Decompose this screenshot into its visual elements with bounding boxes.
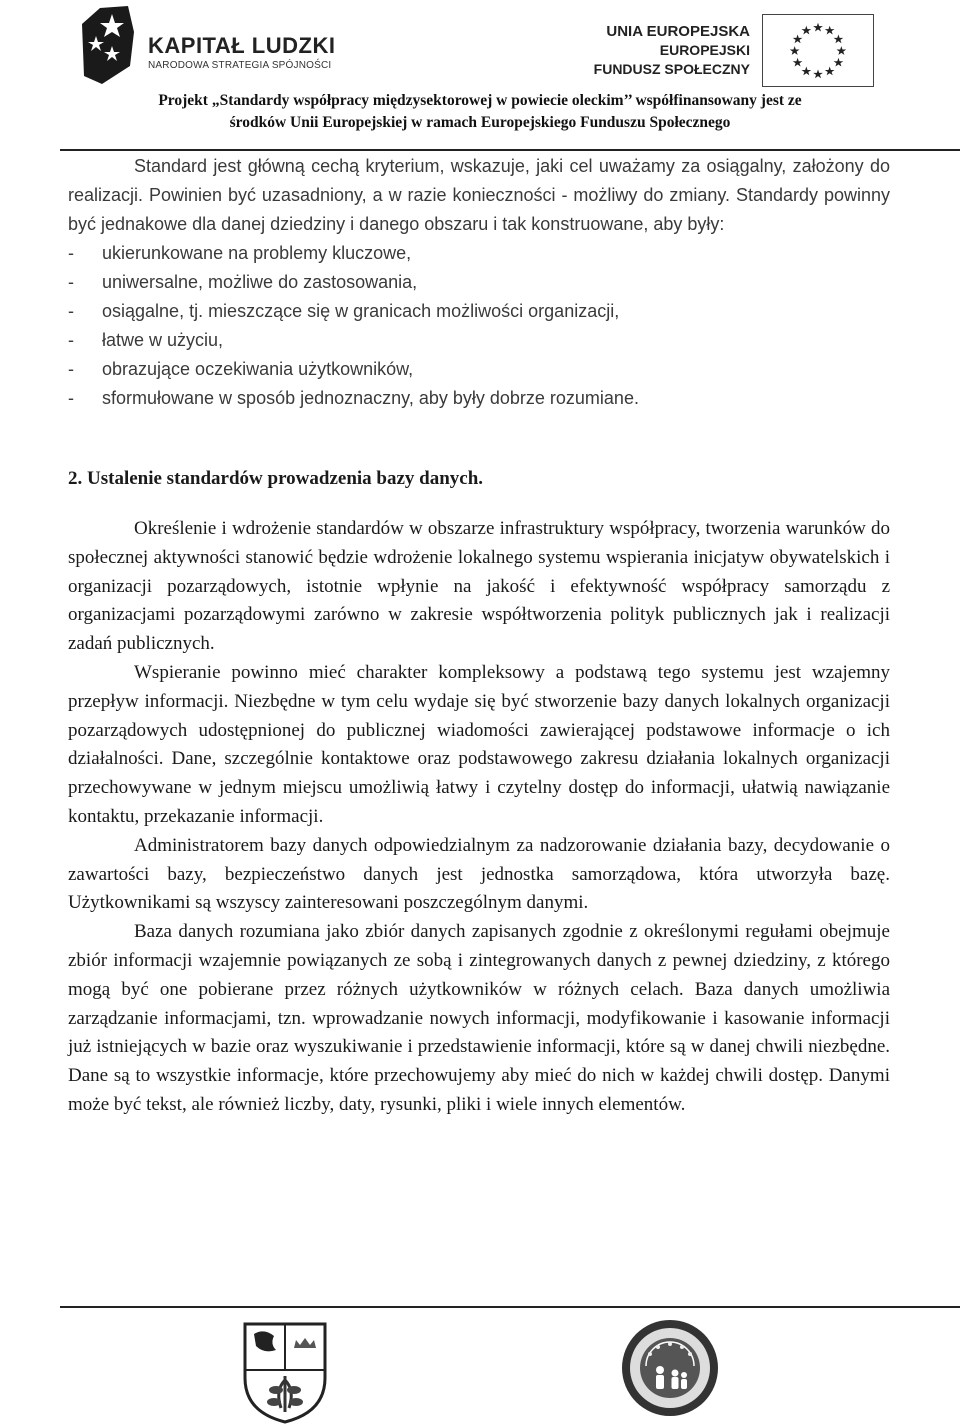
eu-fund-logo-text — [585, 22, 750, 79]
list-item: - łatwe w użyciu, — [68, 330, 224, 350]
eu-line-1: UNIA EUROPEJSKA — [606, 23, 750, 40]
project-header — [60, 90, 900, 134]
eu-line-2: EUROPEJSKI — [659, 42, 750, 58]
kapital-ludzki-star-icon — [82, 6, 134, 84]
eu-line-3: FUNDUSZ SPOŁECZNY — [593, 61, 750, 77]
project-line-1: Projekt „Standardy współpracy międzysektorowej w powiecie oleckim’’ współfinansowany jest ze — [158, 92, 802, 109]
organization-seal-icon — [620, 1318, 720, 1418]
document-body — [68, 515, 890, 1120]
list-item: - uniwersalne, możliwe do zastosowania, — [68, 272, 418, 292]
eu-flag-icon — [762, 14, 874, 87]
body-paragraph: Administratorem bazy danych odpowiedzialnym za nadzorowanie działania bazy, decydowanie o zawartości bazy, bezpieczeństwo danych jest jednostka samorządowa, która utworzyła bazę. Użytkownikami są wszyscy zainteresowani poszczególnym danymi. — [68, 834, 890, 914]
list-item: - osiągalne, tj. mieszczące się w granicach możliwości organizacji, — [68, 301, 620, 321]
kapital-ludzki-title: KAPITAŁ LUDZKI — [148, 33, 336, 58]
list-item: - sformułowane w sposób jednoznaczny, aby były dobrze rozumiane. — [68, 388, 639, 408]
header-divider — [60, 149, 960, 151]
body-paragraph: Baza danych rozumiana jako zbiór danych zapisanych zgodnie z określonymi regułami obejmuje zbiór informacji wzajemnie powiązanych ze sobą i zintegrowanych danych z pewnej dziedziny, z którego mogą być one pobierane przez różnych użytkowników w różnych celach. Baza danych umożliwia zarządzanie informacjami, tzn. wprowadzanie nowych informacji, modyfikowanie i kasowanie informacji już istniejących w bazie oraz wyszukiwanie i przedstawienie informacji, które są w danej chwili niezbędne. Dane są to wszystkie informacje, które przechowujemy aby mieć do nich w każdej chwili dostęp. Danymi może być tekst, ale również liczby, daty, rysunki, pliki i wiele innych elementów. — [68, 921, 890, 1115]
list-item: - ukierunkowane na problemy kluczowe, — [68, 243, 412, 263]
standard-intro: Standard jest główną cechą kryterium, wskazuje, jaki cel uważamy za osiągalny, założony do realizacji. Powinien być uzasadniony, a w razie konieczności - możliwy do zmiany. Standardy powinny być jednakowe dla danej dziedziny i danego obszaru i tak konstruowane, aby były: — [68, 156, 890, 234]
standard-criteria-list — [68, 239, 890, 413]
list-item: - obrazujące oczekiwania użytkowników, — [68, 359, 414, 379]
kapital-ludzki-logo — [82, 6, 352, 86]
body-paragraph: Określenie i wdrożenie standardów w obszarze infrastruktury współpracy, tworzenia warunków do społecznej aktywności stanowić będzie wdrożenie lokalnego systemu wspierania inicjatyw obywatelskich i organizacji pozarządowych, istotnie wpłynie na jakość i efektywność współpracy samorządu z organizacjami pozarządowymi zarówno w zakresie współtworzenia polityk publicznych jak i realizacji zadań publicznych. — [68, 518, 890, 655]
footer-divider — [60, 1306, 960, 1308]
county-crest-icon — [240, 1320, 330, 1424]
project-line-2: środków Unii Europejskiej w ramach Europejskiego Funduszu Społecznego — [229, 114, 731, 131]
standard-definition — [68, 152, 890, 413]
section-heading: 2. Ustalenie standardów prowadzenia bazy danych. — [68, 468, 484, 489]
kapital-ludzki-subtitle: NARODOWA STRATEGIA SPÓJNOŚCI — [148, 60, 332, 71]
body-paragraph: Wspieranie powinno mieć charakter kompleksowy a podstawą tego systemu jest wzajemny przepływ informacji. Niezbędne w tym celu wydaje się być stworzenie bazy danych lokalnych organizacji pozarządowych udostępnionej do publicznej wiadomości zawierającej podstawowe informacje o ich działalności. Dane, szczególnie kontaktowe oraz podstawowego zakresu działania lokalnych organizacji przechowywane w jednym miejscu umożliwią łatwy i czytelny dostęp do informacji, ułatwią nawiązanie kontaktu, przekazanie informacji. — [68, 661, 890, 827]
